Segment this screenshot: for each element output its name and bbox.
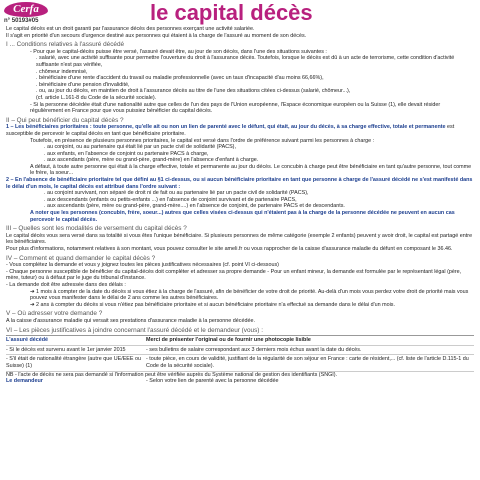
table-cell: - Si le décès est survenu avant le 1er janvier 2015 <box>6 346 126 353</box>
row-text: - Selon votre lien de parenté avec la personne décédée <box>146 378 279 385</box>
table-header-row <box>6 336 474 346</box>
justificatifs-table <box>6 335 474 371</box>
paragraph: est susceptible de percevoir le capital décès en tant que bénéficiaire prioritaire. <box>6 124 455 137</box>
intro-line: Il s'agit en priorité d'un secours d'urgence destiné aux personnes qui étaient à la charge de l'assuré au moment de son décès. <box>6 32 307 39</box>
document-body <box>0 26 480 385</box>
arrow-icon: ➔ <box>30 301 37 308</box>
intro-line: Le capital décès est un droit garanti par l'assurance décès des personnes exerçant une activité salariée. <box>6 26 255 32</box>
bold-paragraph: 2 – En l'absence de bénéficiaire prioritaire tel que défini au §1 ci-dessus, ou si aucun bénéficiaire prioritaire en tant que personne à charge de l'assuré décédé ne s'est manifesté dans le délai d'un mois, le capital décès est attribué dans l'ordre suivant : <box>6 177 473 190</box>
list-item: ➔ 1 mois à compter de la date du décès si vous étiez à la charge de l'assuré, afin de bénéficier de votre droit de priorité. Au-delà d'un mois vous perdez votre droit de priorité mais vous pouvez vous manifester dans le délai de 2 ans comme les autres bénéficiaires. <box>30 288 469 302</box>
section-heading: V – Où adresser votre demande ? <box>6 310 103 318</box>
section-heading: III – Quelles sont les modalités de versement du capital décès ? <box>6 225 187 233</box>
paragraph: - Pour que le capital-décès puisse être versé, l'assuré devait être, au jour de son décès, dans l'une des situations suivantes : <box>30 48 327 55</box>
paragraph: Toutefois, en présence de plusieurs personnes prioritaires, le capital est versé dans l'ordre de préférence suivant parmi les personnes à charge : <box>30 137 375 144</box>
note: NB - l'acte de décès ne sera pas demandé si l'information peut être vérifiée auprès du Système national de gestion des identifiants (SNGI). <box>6 371 338 378</box>
paragraph: A défaut, à toute autre personne qui était à la charge effective, totale et permanente au jour du décès. Le concubin à charge peut être bénéficiaire en tant qu'autre personne, tout comme le frère, la soeur... <box>30 163 472 177</box>
list-item: . salarié, avec une activité suffisante pour permettre l'ouverture du droit à l'assurance décès. Toutefois, lorsque le décès est dû à un acte de terrorisme, cette condition d'activité suffisante n'est pas vérifiée, <box>36 55 455 68</box>
document-header <box>0 0 480 26</box>
section-heading: IV – Comment et quand demander le capital décès ? <box>6 254 156 262</box>
paragraph: - Vous complétez la demande et vous y joignez toutes les pièces justificatives nécessaires (cf. point VI ci-dessous) <box>6 262 279 269</box>
list-item: . bénéficiaire d'une pension d'invalidité, <box>36 81 130 88</box>
list-item: . chômeur indemnisé, <box>36 68 88 75</box>
list-item: . aux ascendants (père, mère ou grand-père, grand-mère....) en l'absence de conjoint, de partenaire PACS et de descendants. <box>44 203 345 210</box>
list-item: . ou, au jour du décès, en maintien de droit à l'assurance décès au titre de l'une des situations citées ci-dessus (salarié, chômeur...), <box>36 88 351 95</box>
table-cell: - toute pièce, en cours de validité, justifiant de la régularité de son séjour en France : carte de résident,... (cf. liste de l'article D.115-1 du Code de la sécurité sociale). <box>146 356 469 369</box>
column-header: Merci de présenter l'original ou de fournir une photocopie lisible <box>146 337 311 344</box>
section-heading: VI – Les pièces justificatives à joindre concernant l'assuré décédé et le demandeur (vous) : <box>6 326 263 334</box>
list-item: . au conjoint survivant, non séparé de droit ni de fait ou au partenaire lié par un pacte civil de solidarité (PACS), <box>44 190 309 197</box>
list-item: ➔ 2 ans à compter du décès si vous n'étiez pas bénéficiaire prioritaire et si aucun bénéficiaire prioritaire n'a effectué sa demande dans le délai d'un mois. <box>30 301 395 308</box>
list-item: (cf. article L.161-8 du Code de la sécurité sociale). <box>36 94 157 101</box>
column-header: L'assuré décédé <box>6 337 49 344</box>
paragraph: A la caisse d'assurance maladie qui versait ses prestations d'assurance maladie à la personne décédée. <box>6 317 255 324</box>
paragraph: - Chaque personne susceptible de bénéficier du capital-décès doit compléter et adresser sa propre demande - Pour un enfant mineur, la demande est formulée par le représentant légal (père, mère, tuteur) ou à défaut par le juge du tribunal d'instance. <box>6 268 462 282</box>
table-cell: - ses bulletins de salaire correspondant aux 3 derniers mois échus avant la date du décès. <box>146 346 362 353</box>
list-item: . aux descendants (enfants ou petits-enfants ...) en l'absence de conjoint survivant et de partenaire PACS, <box>44 196 297 203</box>
bold-paragraph: A noter que les personnes (concubin, frère, soeur...) autres que celles visées ci-dessus qui n'étaient pas à la charge de la personne décédée ne peuvent en aucun cas percevoir le capital décès. <box>30 210 455 223</box>
list-item: . aux enfants, en l'absence de conjoint ou partenaire PACS à charge, <box>44 150 209 157</box>
paragraph: - La demande doit être adressée dans des délais : <box>6 281 126 288</box>
list-item: . bénéficiaire d'une rente d'accident du travail ou maladie professionnelle (avec un taux d'incapacité d'au moins 66,66%), <box>36 75 324 82</box>
section-heading: II – Qui peut bénéficier du capital décès ? <box>6 116 124 124</box>
row-label: Le demandeur <box>6 378 43 385</box>
arrow-icon: ➔ <box>30 288 37 295</box>
demandeur-row <box>6 378 474 385</box>
form-number: n° 50193#05 <box>4 18 39 24</box>
list-item: . aux ascendants (père, mère ou grand-père, grand-mère) en l'absence d'enfant à charge. <box>44 157 259 164</box>
page-title: le capital décès <box>150 0 313 25</box>
bold-paragraph: 1 – Les bénéficiaires prioritaires : toute personne, qu'elle ait ou non un lien de parenté avec le défunt, qui était, au jour du décès, à sa charge effective, totale et permanente <box>6 124 446 131</box>
section-heading: I ... Conditions relatives à l'assuré décédé <box>6 41 125 49</box>
paragraph: Le capital décès vous sera versé dans sa totalité si vous êtes l'unique bénéficiaire. Si plusieurs personnes de même catégorie (exemple 2 enfants) peuvent y avoir droit, le capital est partagé entre les bénéficiaires. <box>6 232 473 246</box>
paragraph: Pour plus d'informations, notamment relatives à son montant, vous pouvez consulter le site ameli.fr ou vous rapprocher de la caisse d'assurance maladie du défunt en composant le 36.46. <box>6 246 453 252</box>
list-item: . au conjoint, ou au partenaire qui était lié par un pacte civil de solidarité (PACS), <box>44 144 236 151</box>
table-row <box>6 346 474 356</box>
table-row <box>6 355 474 371</box>
paragraph: - Si la personne décédée était d'une nationalité autre que celles de l'un des pays de l'Union européenne, l'Espace économique européen ou la Suisse (1), elle devait résider régulièrement en France pour que vous puissiez bénéficier du capital décès. <box>30 101 441 115</box>
cerfa-logo: Cerfa <box>4 2 48 17</box>
table-cell: - S'il était de nationalité étrangère (autre que UE/EEE ou Suisse) (1) <box>6 356 141 369</box>
